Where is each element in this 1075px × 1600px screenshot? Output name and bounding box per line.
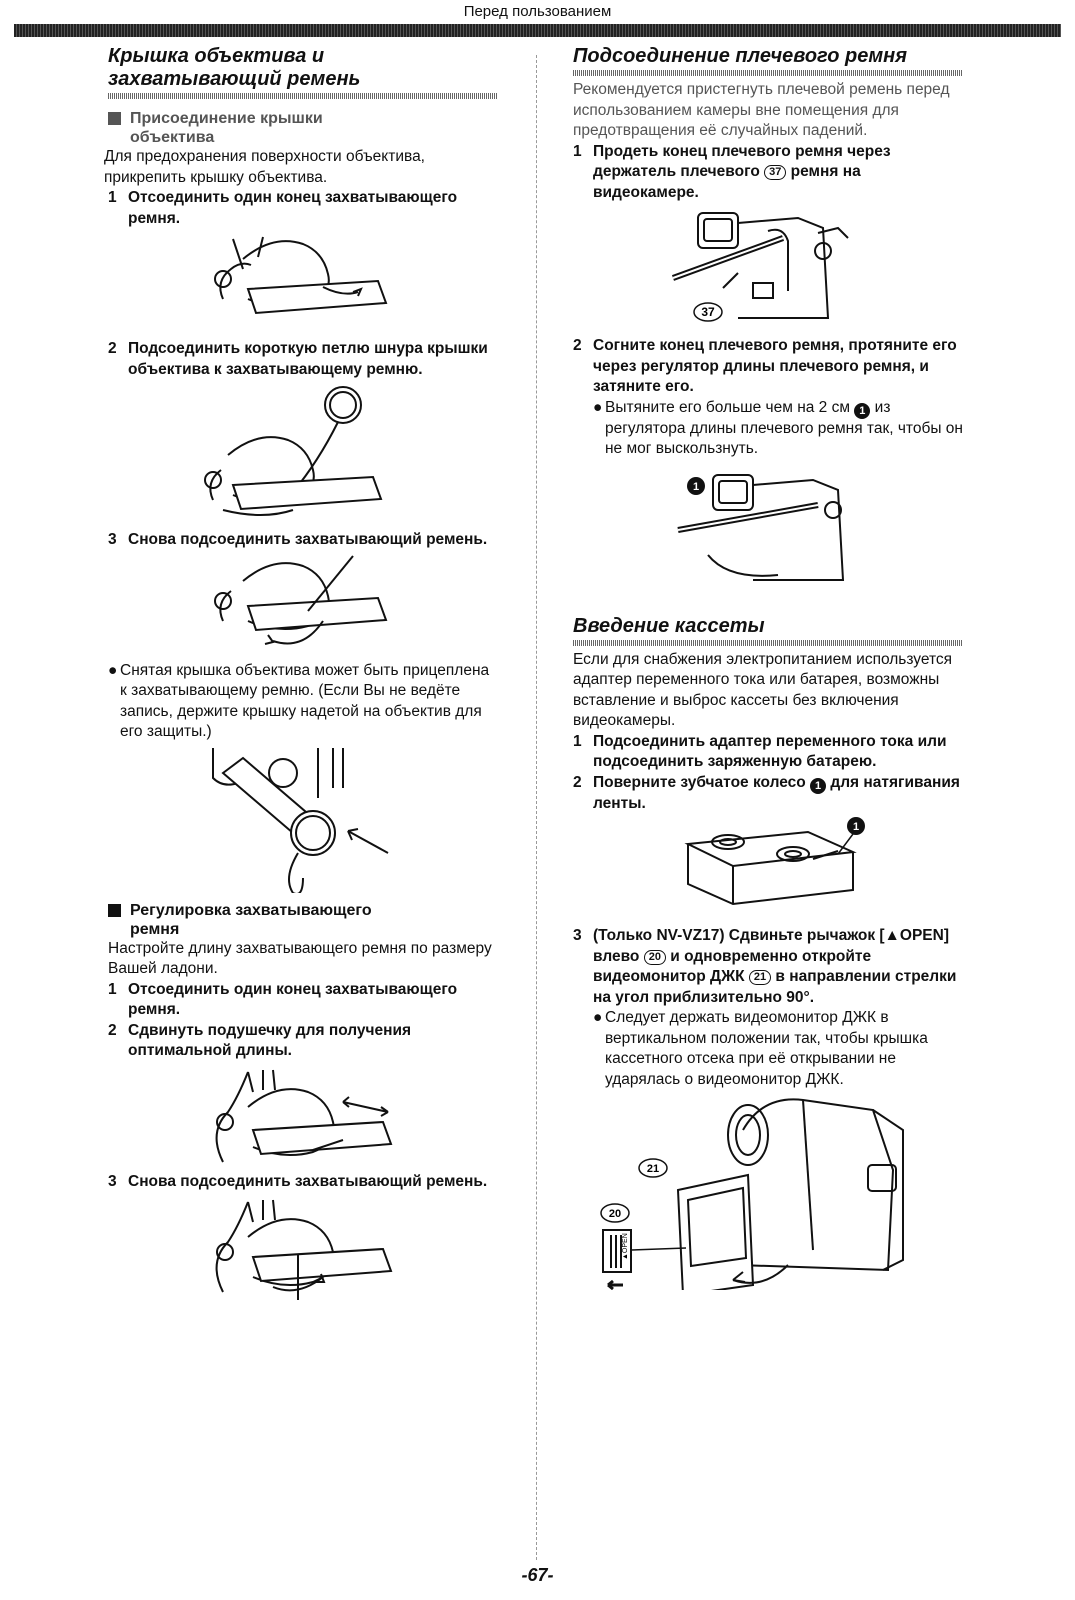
- step-text: Отсоединить один конец захватывающего ремня.: [128, 189, 458, 227]
- section-title-shoulder-strap: Подсоединение плечевого ремня: [573, 45, 907, 67]
- step-3: [108, 530, 498, 551]
- bullet-text: Следует держать видеомонитор ДЖК в вертикальном положении так, чтобы крышка кассетного отсека при её открывании не ударялась о видеомонитор ДЖК.: [605, 1009, 928, 1088]
- section-title-line1: Крышка объектива и: [108, 45, 325, 67]
- callout-number: 1: [810, 778, 826, 794]
- strap-holder-figure: [668, 203, 868, 328]
- section-title-cassette: Введение кассеты: [573, 614, 765, 637]
- step-2: [108, 339, 498, 380]
- cap-loop-attach-figure: [193, 380, 413, 530]
- strap-adjuster-figure: [668, 460, 868, 585]
- callout-20-label: 20: [608, 1208, 622, 1220]
- cassette-step-1: [573, 732, 963, 773]
- step-number: 2: [573, 337, 582, 354]
- section-rule: [573, 640, 963, 646]
- section-rule: [573, 70, 963, 76]
- step-text-cont: для натягивания ленты.: [593, 773, 960, 812]
- step-text-cont: ремня на видеокамере.: [593, 163, 861, 201]
- callout-37-label: 37: [701, 305, 715, 319]
- adjust-step-2: [108, 1021, 498, 1062]
- bullet-dot: ●: [593, 1009, 603, 1026]
- belt-refasten-figure: [203, 1192, 403, 1302]
- subsection-line2: объектива: [130, 129, 215, 146]
- section-rule: [108, 93, 498, 99]
- step-1: [108, 188, 498, 229]
- header-bar: [14, 24, 1061, 37]
- bullet-dot: ●: [593, 398, 603, 416]
- lens-cap-note: [108, 661, 498, 743]
- strap-step-1: [573, 142, 963, 204]
- step-text: Отсоединить один конец захватывающего ремня.: [128, 980, 458, 1018]
- callout-number: 1: [854, 403, 870, 419]
- cassette-intro: Если для снабжения электропитанием используется адаптер переменного тока или батарея, возможны вставление и выброс кассеты без включения видеокамеры.: [573, 650, 953, 729]
- adjust-step-3: [108, 1172, 498, 1193]
- cassette-figure: [668, 814, 868, 914]
- section-title-lens-cap: [108, 45, 498, 91]
- cassette-step-2: [573, 773, 963, 815]
- step-text: Продеть конец плечевого ремня через держатель плечевого: [593, 142, 891, 180]
- subsection-attach-cap: [108, 109, 498, 147]
- strap-intro: Рекомендуется пристегнуть плечевой ремень перед использованием камеры вне помещения для предотвращения её случайных падений.: [573, 81, 950, 139]
- left-column: [104, 45, 498, 1302]
- callout-number: 37: [764, 165, 786, 180]
- grip-belt-detach-figure: [203, 229, 403, 339]
- lcd-bullet: [573, 1008, 963, 1090]
- step-text: Сдвинуть подушечку для получения оптимальной длины.: [128, 1021, 412, 1059]
- subsection-line1: Присоединение крышки: [130, 110, 323, 127]
- callout-1-label: 1: [692, 480, 700, 493]
- callout-21-label: 21: [646, 1163, 660, 1175]
- step-number: 1: [108, 189, 117, 206]
- step-text: Снова подсоединить захватывающий ремень.: [128, 531, 488, 548]
- callout-21: [639, 1159, 667, 1177]
- pad-slide-figure: [203, 1062, 403, 1172]
- step-number: 2: [108, 1021, 117, 1039]
- page-number: -67-: [521, 1565, 554, 1585]
- open-lever-label: ▲OPEN: [622, 1233, 629, 1260]
- header-title: Перед пользованием: [463, 3, 612, 20]
- section-title-line2: захватывающий ремень: [108, 68, 361, 90]
- step-number: 3: [108, 531, 117, 548]
- grip-belt-reattach-figure: [203, 551, 403, 661]
- cassette-step-3: [573, 926, 963, 1008]
- step-text: Согните конец плечевого ремня, протяните его через регулятор длины плечевого ремня, и затяните его.: [593, 337, 957, 395]
- step-number: 1: [573, 732, 582, 750]
- step-number: 1: [108, 980, 117, 998]
- subsection-adjust-belt: [108, 901, 498, 939]
- strap-bullet: [573, 398, 963, 460]
- note-text: Снятая крышка объектива может быть прицеплена к захватывающему ремню. (Если Вы не ведёте запись, держите крышку надетой на объектив для его защиты.): [120, 661, 490, 740]
- lcd-open-figure: [583, 1090, 913, 1290]
- step-text-end: в направлении стрелки на угол приблизительно 90°.: [593, 968, 957, 1006]
- subsection-line1: Регулировка захватывающего: [130, 901, 372, 919]
- step-number: 2: [108, 340, 117, 357]
- step-number: 1: [573, 142, 582, 160]
- intro-text: Для предохранения поверхности объектива, прикрепить крышку объектива.: [104, 148, 425, 186]
- step-text-cont: и одновременно откройте видеомонитор ДЖК: [593, 947, 872, 985]
- bullet-text-cont: из регулятора длины плечевого ремня так, чтобы он не мог выскользнуть.: [605, 398, 963, 457]
- step-text: Снова подсоединить захватывающий ремень.: [128, 1172, 488, 1190]
- callout-number: 20: [644, 950, 666, 965]
- subsection-line2: ремня: [130, 920, 180, 938]
- page-header: [0, 0, 1075, 40]
- step-number: 3: [108, 1172, 117, 1190]
- square-bullet-icon: [108, 904, 121, 917]
- strap-step-2: [573, 336, 963, 398]
- step-number: 3: [573, 927, 582, 944]
- callout-number: 21: [749, 970, 771, 985]
- step-text: Поверните зубчатое колесо: [593, 773, 806, 791]
- bullet-text: Вытяните его больше чем на 2 см: [605, 398, 851, 416]
- step-text: (Только NV-VZ17) Сдвиньте рычажок [▲OPEN] влево: [593, 927, 949, 965]
- bullet-dot: ●: [108, 661, 118, 679]
- callout-1-label: 1: [852, 821, 860, 833]
- step-text: Подсоединить адаптер переменного тока или подсоединить заряженную батарею.: [593, 732, 947, 770]
- adjust-step-1: [108, 980, 498, 1021]
- column-divider: [536, 55, 537, 1560]
- cap-hanging-figure: [203, 743, 403, 893]
- adjust-intro: Настройте длину захватывающего ремня по размеру Вашей ладони.: [108, 939, 492, 977]
- step-text: Подсоединить короткую петлю шнура крышки объектива к захватывающему ремню.: [128, 340, 488, 378]
- callout-20: [601, 1204, 629, 1222]
- step-number: 2: [573, 773, 582, 791]
- square-bullet-icon: [108, 112, 121, 125]
- right-column: [573, 45, 963, 1290]
